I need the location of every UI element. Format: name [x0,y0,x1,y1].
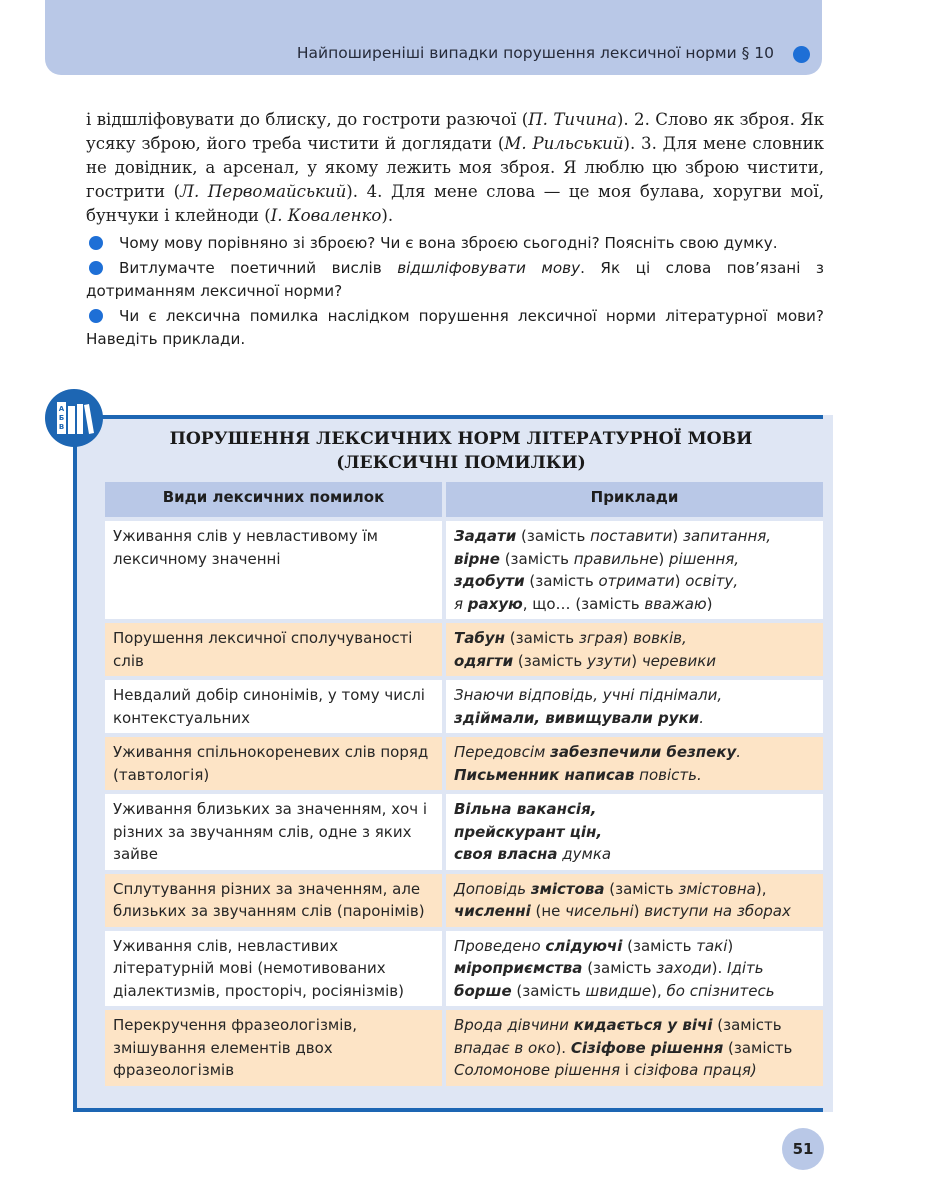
text-run: (замість [604,879,679,898]
table-row [103,735,825,792]
table-row [103,621,825,678]
text-run: і відшліфовувати до блиску, до гостроти разючої ( [86,110,529,129]
text-run: Проведено [454,936,546,955]
text-run: виступи на зборах [644,902,791,920]
text-run: кидається у вічі [573,1016,713,1034]
text-run: Л. Первомайський [180,182,347,201]
text-run: бо спізнитесь [666,981,775,1000]
text-run: (замість [524,572,599,590]
quote-paragraph [86,108,824,228]
bullet-icon [89,309,103,323]
example-cell [444,1008,825,1088]
example-cell [444,519,825,621]
text-run: швидше [585,981,652,1000]
box-title [101,427,821,475]
text-run: здіймали, вивищували руки [454,708,700,727]
text-run: Врода дівчини [454,1016,574,1034]
text-run: І. Коваленко [270,206,382,225]
text-run: отримати [598,572,675,590]
errors-table [101,478,827,1090]
text-run: (замість [622,936,697,955]
text-run: ). 3. Для мене словник не довідник, а арсенал, у якому лежить моя зброя. Я люблю цю зброю чистити, гострити ( [86,134,825,201]
text-run: ) [633,902,645,920]
text-run: . Як ці слова пов’язані з дотриманням лексичної норми? [86,259,825,300]
text-run: сізіфова праця [633,1061,751,1079]
text-run: прейскурант цін, [454,822,603,841]
text-run: (замість [513,651,587,670]
text-run: змістова [530,879,605,898]
error-type-cell: Порушення лексичної сполучуваності слів [103,621,444,678]
text-run: вважаю [644,594,707,613]
text-run: ) [750,1061,757,1079]
text-run: повість. [634,765,702,784]
svg-text:А: А [58,405,65,413]
text-run: (не [530,902,566,920]
text-run: одягти [454,651,514,670]
page-number: 51 [782,1128,824,1170]
text-run: (замість [499,549,574,568]
text-run: ), [755,879,767,898]
text-run: слідуючі [545,936,623,955]
text-run: Задати [454,527,517,545]
example-cell [444,792,825,872]
col-header-examples: Приклади [444,480,825,519]
text-run: я [454,594,468,613]
text-run: ). [381,206,394,225]
bullet-icon [89,236,103,250]
example-cell [444,678,825,735]
books-abv-icon [45,389,103,447]
text-run: ). 4. Для мене слова — це моя булава, хоругви мої, бунчуки і клейноди ( [86,182,824,225]
text-run: заходи [656,959,712,977]
table-row [103,678,825,735]
text-run: думка [557,845,612,863]
text-run: Табун [454,629,505,647]
example-cell [444,735,825,792]
text-run: численні [454,902,531,920]
text-run: Письменник написав [454,765,635,784]
question-item [86,232,824,255]
text-run: забезпечили безпеку [550,743,737,761]
running-title: Найпоширеніші випадки порушення лексичної норми § 10 [296,44,774,62]
text-run: П. Тичина [528,110,617,129]
text-run: ) [674,572,686,590]
text-run: такі [696,936,728,955]
svg-text:В: В [58,423,65,431]
table-row [103,929,825,1009]
error-type-cell: Сплутування різних за значенням, але близьких за звучанням слів (паронімів) [103,872,444,929]
questions-list [86,232,824,353]
text-run: . [736,743,742,761]
table-header-row [103,480,825,519]
text-run: Сізіфове рішення [570,1038,724,1057]
table-row [103,872,825,929]
text-run: і [620,1061,634,1079]
text-run: борше [454,981,512,1000]
text-run: (замість [582,959,657,977]
text-run: Знаючи відповідь, учні піднімали, [454,686,723,704]
error-type-cell: Уживання спільнокореневих слів поряд (тавтологія) [103,735,444,792]
table-row [103,519,825,621]
table-row [103,792,825,872]
svg-text:Б: Б [58,414,65,422]
text-run: освіту, [685,572,739,590]
error-type-cell: Перекручення фразеологізмів, змішування елементів двох фразеологізмів [103,1008,444,1088]
text-run: Ідіть [727,959,764,977]
text-run: Соломонове рішення [454,1061,621,1079]
text-run: рахую [467,594,523,613]
example-cell [444,621,825,678]
text-run: Чи є лексична помилка наслідком порушення лексичної норми літературної мови? Наведіть приклади. [86,307,824,348]
text-run: ) [631,651,642,670]
text-run: ) [622,629,634,647]
box-title-line2: (ЛЕКСИЧНІ ПОМИЛКИ) [336,453,586,473]
text-run: чисельні [565,902,634,920]
text-run: Передовсім [454,743,551,761]
error-type-cell: Уживання близьких за значенням, хоч і різних за звучанням слів, одне з яких зайве [103,792,444,872]
text-run: рішення, [669,549,740,568]
text-run: М. Рильський [504,134,624,153]
text-run: Вільна вакансія, [454,800,597,818]
col-header-types: Види лексичних помилок [103,480,444,519]
text-run: ). [711,959,728,977]
error-type-cell: Уживання слів, невластивих літературній мові (немотивованих діалектизмів, просторіч, росіянізмів) [103,929,444,1009]
text-run: , що… (замість [522,594,645,613]
text-run: впадає в око [454,1038,556,1057]
text-run: вовків, [633,629,687,647]
box-border-bottom [73,1108,823,1112]
text-run: ). 2. Слово як зброя. Як усяку зброю, його треба чистити й доглядати ( [86,110,825,153]
text-run: (замість [511,981,586,1000]
text-run: Витлумачте поетичний вислів [119,259,398,277]
page-header [45,0,822,75]
table-row [103,1008,825,1088]
text-run: Доповідь [454,879,531,898]
error-type-cell: Невдалий добір синонімів, у тому числі контекстуальних [103,678,444,735]
text-run: ) [672,527,683,545]
text-run: (замість [712,1016,782,1034]
text-run: відшліфовувати мову [397,259,581,277]
text-run: ) [706,594,713,613]
box-title-line1: ПОРУШЕННЯ ЛЕКСИЧНИХ НОРМ ЛІТЕРАТУРНОЇ МОВИ [169,429,753,449]
text-run: . [699,708,704,727]
example-cell [444,872,825,929]
text-run: запитання, [682,527,772,545]
text-run: узути [586,651,632,670]
text-run: (замість [504,629,579,647]
text-run: (замість [516,527,591,545]
text-run: ). [555,1038,571,1057]
text-run: змістовна [678,879,756,898]
text-run: здобути [454,572,525,590]
text-run: ) [727,936,734,955]
example-cell [444,929,825,1009]
text-run: міроприємства [454,959,583,977]
text-run: вірне [454,549,500,568]
text-run: черевики [641,651,717,670]
bullet-icon [89,261,103,275]
question-item [86,257,824,303]
text-run: зграя [578,629,623,647]
header-dot-icon [793,46,810,63]
error-type-cell: Уживання слів у невластивому їм лексичному значенні [103,519,444,621]
text-run: правильне [573,549,659,568]
text-run: своя власна [454,845,558,863]
question-item [86,305,824,351]
box-border-top [73,415,823,419]
text-run: ), [651,981,667,1000]
text-run: поставити [590,527,673,545]
box-border-left [73,415,77,1112]
text-run: ) [658,549,669,568]
text-run: (замість [723,1038,793,1057]
text-run: Чому мову порівняно зі зброєю? Чи є вона зброєю сьогодні? Поясніть свою думку. [119,234,778,252]
